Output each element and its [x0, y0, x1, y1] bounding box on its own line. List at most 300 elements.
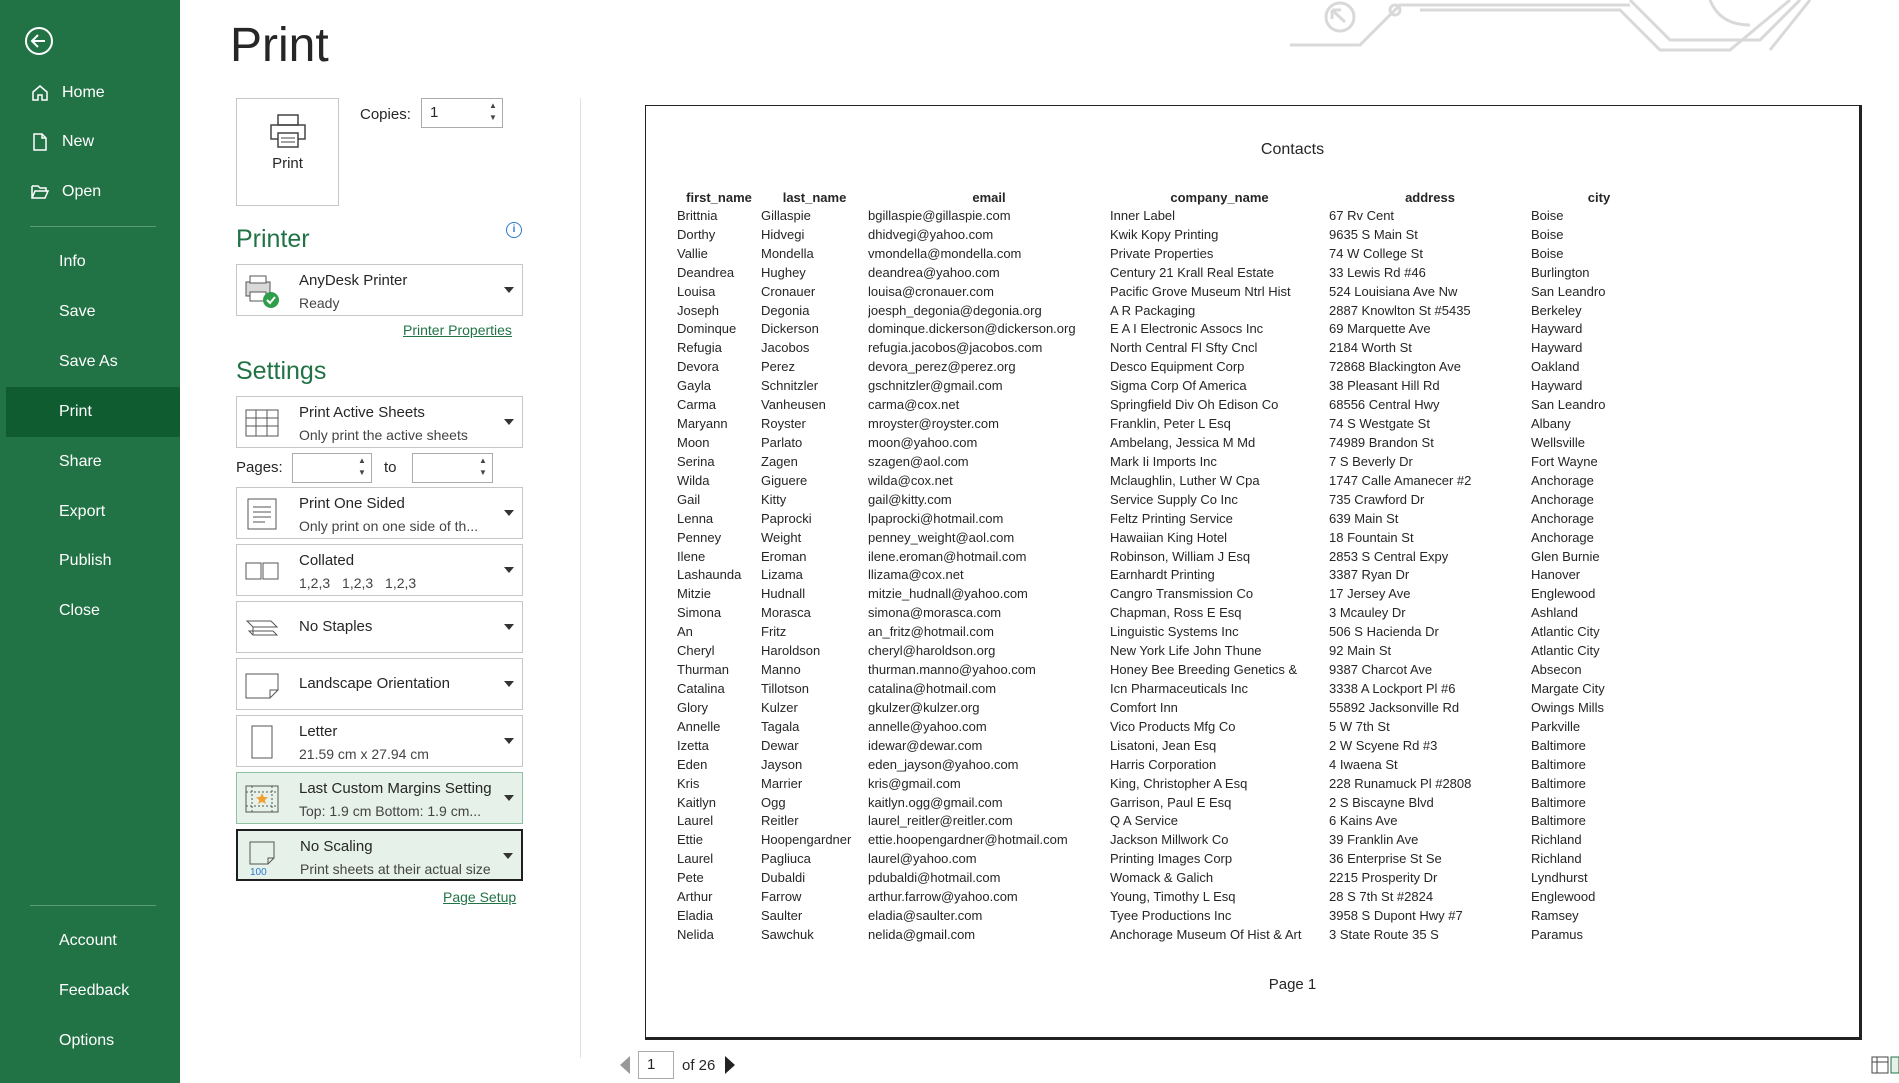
table-cell: Dickerson: [761, 321, 819, 337]
table-cell: Sigma Corp Of America: [1110, 378, 1247, 394]
pages-label: Pages:: [236, 459, 283, 476]
table-cell: Annelle: [677, 718, 721, 734]
show-margins-icon[interactable]: [1870, 1054, 1890, 1076]
column-header-city: city: [1587, 189, 1611, 205]
table-cell: 4 Iwaena St: [1329, 756, 1398, 772]
table-cell: Eden: [677, 756, 708, 772]
table-cell: Glory: [677, 699, 709, 715]
nav-open[interactable]: [6, 167, 180, 217]
back-arrow-icon: [20, 22, 58, 60]
table-row: [677, 622, 1667, 641]
orientation-title: Landscape Orientation: [299, 675, 450, 692]
nav-save[interactable]: [6, 287, 180, 337]
table-cell: Printing Images Corp: [1110, 851, 1233, 867]
preview-table: [677, 188, 1667, 944]
table-cell: Arthur: [677, 889, 713, 905]
print-what-dropdown[interactable]: [236, 396, 523, 448]
nav-home[interactable]: [6, 68, 180, 118]
spinner-arrows-icon[interactable]: ▲ ▼: [479, 456, 487, 477]
table-cell: Margate City: [1531, 681, 1605, 696]
table-cell: An: [677, 624, 693, 640]
panel-divider: [580, 98, 581, 1058]
table-cell: Comfort Inn: [1110, 699, 1178, 715]
column-header-first-name: first_name: [686, 189, 752, 205]
table-cell: 36 Enterprise St Se: [1329, 851, 1442, 867]
table-cell: Royster: [761, 416, 806, 432]
table-cell: Degonia: [761, 302, 810, 318]
table-cell: Hayward: [1531, 321, 1583, 337]
page-navigator: [620, 1050, 735, 1080]
table-cell: Hoopengardner: [761, 832, 852, 848]
table-cell: joesph_degonia@degonia.org: [868, 302, 1042, 318]
table-cell: Giguere: [761, 472, 808, 488]
nav-separator: [30, 226, 156, 227]
copies-value: 1: [430, 104, 439, 121]
open-folder-icon: [28, 181, 52, 203]
nav-save-label: Save: [59, 303, 96, 320]
paper-size-dropdown[interactable]: [236, 715, 523, 767]
zoom-to-page-icon[interactable]: [1890, 1054, 1899, 1076]
table-cell: 9387 Charcot Ave: [1329, 662, 1433, 678]
chevron-down-icon: [504, 419, 514, 425]
table-cell: Joseph: [677, 302, 719, 318]
table-cell: Anchorage: [1531, 472, 1594, 488]
table-cell: vmondella@mondella.com: [868, 245, 1022, 261]
nav-close[interactable]: [6, 586, 180, 636]
table-cell: louisa@cronauer.com: [868, 283, 994, 299]
table-cell: Catalina: [677, 681, 725, 696]
chevron-down-icon: [503, 853, 513, 859]
page-title: Print: [230, 19, 329, 72]
table-cell: Franklin, Peter L Esq: [1110, 416, 1231, 432]
home-icon: [28, 82, 52, 104]
table-row: [677, 376, 1667, 395]
table-cell: Hawaiian King Hotel: [1110, 529, 1228, 545]
table-cell: 2 S Biscayne Blvd: [1329, 794, 1434, 810]
table-cell: Century 21 Krall Real Estate: [1110, 264, 1275, 280]
table-cell: 3 State Route 35 S: [1329, 926, 1439, 942]
table-cell: Earnhardt Printing: [1110, 567, 1215, 583]
paper-size-title: Letter: [299, 723, 338, 740]
table-cell: Owings Mills: [1531, 699, 1604, 715]
table-cell: eden_jayson@yahoo.com: [868, 756, 1019, 772]
preview-page-footer: Page 1: [1268, 976, 1317, 993]
table-cell: Baltimore: [1531, 775, 1586, 791]
table-cell: Gayla: [677, 378, 711, 394]
table-cell: 3958 S Dupont Hwy #7: [1329, 908, 1463, 924]
table-cell: Farrow: [761, 889, 802, 905]
page-setup-link[interactable]: Page Setup: [443, 889, 517, 905]
previous-page-icon[interactable]: [620, 1056, 630, 1074]
landscape-page-icon: [243, 666, 281, 704]
table-cell: Harris Corporation: [1110, 756, 1217, 772]
settings-heading: Settings: [236, 357, 327, 385]
preview-table-body: [677, 206, 1667, 944]
table-cell: Feltz Printing Service: [1110, 510, 1233, 526]
table-cell: 2887 Knowlton St #5435: [1329, 302, 1471, 318]
table-cell: kaitlyn.ogg@gmail.com: [868, 794, 1003, 810]
table-cell: 228 Runamuck Pl #2808: [1329, 775, 1472, 791]
table-cell: Morasca: [761, 605, 811, 621]
table-cell: Mclaughlin, Luther W Cpa: [1110, 472, 1260, 488]
table-cell: Atlantic City: [1531, 624, 1600, 640]
table-cell: gschnitzler@gmail.com: [868, 378, 1003, 394]
table-cell: gail@kitty.com: [868, 491, 952, 507]
table-cell: Richland: [1531, 851, 1582, 867]
table-row: [677, 698, 1667, 717]
table-cell: San Leandro: [1531, 397, 1606, 413]
table-cell: 3 Mcauley Dr: [1329, 605, 1406, 621]
table-cell: 17 Jersey Ave: [1329, 586, 1411, 602]
table-cell: Honey Bee Breeding Genetics &: [1110, 662, 1298, 678]
table-cell: Dominque: [677, 321, 737, 337]
chevron-down-icon: [504, 567, 514, 573]
table-cell: Burlington: [1531, 264, 1590, 280]
table-row: [677, 717, 1667, 736]
table-cell: 69 Marquette Ave: [1329, 321, 1431, 337]
table-cell: cheryl@haroldson.org: [868, 643, 996, 659]
table-cell: Eroman: [761, 548, 807, 564]
table-cell: Parkville: [1531, 718, 1581, 734]
collation-title: Collated: [299, 552, 355, 569]
table-cell: Kaitlyn: [677, 794, 717, 810]
table-cell: Robinson, William J Esq: [1110, 548, 1251, 564]
table-row: [677, 660, 1667, 679]
print-button-label: Print: [272, 155, 303, 172]
table-cell: 735 Crawford Dr: [1329, 491, 1425, 507]
table-cell: North Central Fl Sfty Cncl: [1110, 340, 1258, 356]
table-row: [677, 452, 1667, 471]
staples-dropdown[interactable]: [236, 601, 523, 653]
chevron-down-icon: [504, 287, 514, 293]
table-cell: 3338 A Lockport Pl #6: [1329, 681, 1456, 696]
printer-name: AnyDesk Printer: [299, 272, 408, 289]
table-cell: laurel@yahoo.com: [868, 851, 977, 867]
table-cell: dhidvegi@yahoo.com: [868, 226, 994, 242]
table-cell: Ambelang, Jessica M Md: [1110, 435, 1256, 451]
table-cell: Tyee Productions Inc: [1110, 908, 1232, 924]
table-row: [677, 528, 1667, 547]
table-cell: Ashland: [1531, 605, 1578, 621]
table-row: [677, 603, 1667, 622]
table-cell: 38 Pleasant Hill Rd: [1329, 378, 1440, 394]
no-scaling-icon: [244, 838, 282, 876]
table-row: [677, 584, 1667, 603]
table-cell: King, Christopher A Esq: [1110, 775, 1248, 791]
table-cell: Baltimore: [1531, 813, 1586, 829]
table-row: [677, 282, 1667, 301]
table-cell: Pagliuca: [761, 851, 811, 867]
table-cell: Penney: [677, 529, 722, 545]
nav-print[interactable]: [6, 387, 180, 437]
printer-heading: Printer: [236, 225, 310, 253]
table-cell: mitzie_hudnall@yahoo.com: [868, 586, 1028, 602]
table-cell: Gail: [677, 491, 701, 507]
table-cell: Hayward: [1531, 378, 1583, 394]
table-cell: Zagen: [761, 453, 798, 469]
printer-icon: [268, 113, 308, 149]
table-cell: moon@yahoo.com: [868, 435, 978, 451]
table-cell: eladia@saulter.com: [868, 908, 983, 924]
table-cell: 18 Fountain St: [1329, 529, 1414, 545]
table-cell: 74989 Brandon St: [1329, 435, 1434, 451]
pages-to-input[interactable]: [412, 453, 493, 483]
table-row: [677, 868, 1667, 887]
table-cell: 2184 Worth St: [1329, 340, 1412, 356]
info-icon[interactable]: i: [506, 222, 522, 238]
table-cell: Ogg: [761, 794, 786, 810]
table-cell: 55892 Jacksonville Rd: [1329, 699, 1460, 715]
table-cell: Paramus: [1531, 926, 1584, 942]
table-cell: carma@cox.net: [868, 397, 960, 413]
table-cell: Desco Equipment Corp: [1110, 359, 1245, 375]
table-cell: nelida@gmail.com: [868, 926, 976, 942]
table-cell: A R Packaging: [1110, 302, 1196, 318]
table-cell: idewar@dewar.com: [868, 737, 983, 753]
table-cell: pdubaldi@hotmail.com: [868, 870, 1001, 886]
table-cell: refugia.jacobos@jacobos.com: [868, 340, 1043, 356]
nav-save-as[interactable]: [6, 337, 180, 387]
table-cell: gkulzer@kulzer.org: [868, 699, 980, 715]
next-page-icon[interactable]: [725, 1056, 735, 1074]
table-row: [677, 490, 1667, 509]
table-cell: Oakland: [1531, 359, 1580, 375]
nav-options[interactable]: [6, 1016, 180, 1066]
staple-icon: [243, 609, 281, 647]
table-cell: Schnitzler: [761, 378, 819, 394]
nav-save-as-label: Save As: [59, 353, 118, 370]
table-cell: Fritz: [761, 624, 787, 640]
table-cell: simona@morasca.com: [868, 605, 1002, 621]
table-cell: Vanheusen: [761, 397, 826, 413]
table-cell: Icn Pharmaceuticals Inc: [1110, 681, 1249, 696]
table-cell: Reitler: [761, 813, 799, 829]
table-cell: Chapman, Ross E Esq: [1110, 605, 1242, 621]
table-cell: Jacobos: [761, 340, 810, 356]
table-row: [677, 641, 1667, 660]
margins-subtitle: Top: 1.9 cm Bottom: 1.9 cm...: [299, 803, 482, 819]
table-cell: Louisa: [677, 283, 716, 299]
table-cell: Mitzie: [677, 586, 711, 602]
table-row: [677, 320, 1667, 339]
table-cell: Berkeley: [1531, 302, 1582, 318]
table-cell: Service Supply Co Inc: [1110, 491, 1238, 507]
table-cell: annelle@yahoo.com: [868, 718, 987, 734]
table-cell: Baltimore: [1531, 737, 1586, 753]
total-pages-label: of 26: [682, 1056, 716, 1074]
spinner-arrows-icon[interactable]: ▲ ▼: [489, 101, 497, 122]
table-cell: Laurel: [677, 813, 714, 829]
printer-dropdown[interactable]: [236, 264, 523, 316]
collation-subtitle: 1,2,3 1,2,3 1,2,3: [299, 575, 417, 591]
table-cell: 524 Louisiana Ave Nw: [1329, 283, 1458, 299]
table-row: [677, 887, 1667, 906]
table-cell: Moon: [677, 435, 710, 451]
copies-label: Copies:: [360, 106, 411, 123]
table-cell: 67 Rv Cent: [1329, 207, 1395, 223]
table-cell: ettie.hoopengardner@hotmail.com: [868, 832, 1068, 848]
table-cell: Refugia: [677, 340, 722, 356]
table-row: [677, 812, 1667, 831]
table-cell: Baltimore: [1531, 756, 1586, 772]
chevron-down-icon: [504, 681, 514, 687]
margins-title: Last Custom Margins Setting: [299, 780, 492, 797]
table-cell: Deandrea: [677, 264, 735, 280]
table-cell: Eladia: [677, 908, 714, 924]
table-row: [677, 736, 1667, 755]
sheet-grid-icon: [243, 404, 281, 442]
table-cell: Simona: [677, 605, 722, 621]
table-cell: 1747 Calle Amanecer #2: [1329, 472, 1472, 488]
pages-from-input[interactable]: [292, 453, 372, 483]
table-cell: 92 Main St: [1329, 643, 1392, 659]
table-cell: Kwik Kopy Printing: [1110, 226, 1219, 242]
table-cell: arthur.farrow@yahoo.com: [868, 889, 1018, 905]
chevron-down-icon: [504, 795, 514, 801]
column-header-last-name: last_name: [782, 189, 847, 205]
table-cell: Hanover: [1531, 567, 1581, 583]
table-cell: Dubaldi: [761, 870, 806, 886]
table-row: [677, 566, 1667, 585]
table-cell: Hudnall: [761, 586, 806, 602]
table-cell: Mark Ii Imports Inc: [1110, 453, 1217, 469]
letter-page-icon: [243, 723, 281, 761]
nav-feedback[interactable]: [6, 966, 180, 1016]
table-cell: wilda@cox.net: [868, 472, 953, 488]
table-cell: Ettie: [677, 832, 704, 848]
column-header-address: address: [1405, 189, 1455, 205]
collated-pages-icon: [243, 552, 281, 590]
table-row: [677, 263, 1667, 282]
table-row: [677, 830, 1667, 849]
table-cell: 39 Franklin Ave: [1329, 832, 1419, 848]
nav-account[interactable]: [6, 916, 180, 966]
table-cell: Lenna: [677, 510, 714, 526]
printer-ready-icon: [243, 272, 281, 310]
table-row: [677, 755, 1667, 774]
backstage-sidebar: [0, 0, 180, 1083]
scaling-dropdown[interactable]: [236, 829, 523, 881]
table-cell: Paprocki: [761, 510, 812, 526]
table-cell: Cronauer: [761, 283, 816, 299]
nav-new[interactable]: [6, 117, 180, 167]
table-cell: Gillaspie: [761, 207, 811, 223]
staples-title: No Staples: [299, 618, 373, 635]
nav-info-label: Info: [59, 253, 86, 270]
svg-text:100: 100: [250, 867, 267, 876]
printer-properties-link[interactable]: Printer Properties: [403, 322, 512, 338]
printer-status: Ready: [299, 295, 340, 311]
nav-share[interactable]: [6, 437, 180, 487]
table-cell: Anchorage: [1531, 510, 1594, 526]
table-cell: Richland: [1531, 832, 1582, 848]
table-cell: szagen@aol.com: [868, 453, 969, 469]
nav-export-label: Export: [59, 503, 106, 520]
print-what-title: Print Active Sheets: [299, 404, 425, 421]
table-cell: Boise: [1531, 245, 1564, 261]
pages-to-label: to: [384, 459, 397, 476]
table-cell: Ilene: [677, 548, 706, 564]
back-button[interactable]: [20, 22, 58, 60]
nav-share-label: Share: [59, 453, 102, 470]
table-cell: Lashaunda: [677, 567, 742, 583]
table-cell: Englewood: [1531, 889, 1596, 905]
table-cell: Tagala: [761, 718, 800, 734]
circuit-decoration: [1290, 0, 1899, 60]
table-cell: kris@gmail.com: [868, 775, 961, 791]
table-cell: Thurman: [677, 662, 730, 678]
nav-close-label: Close: [59, 602, 100, 619]
preview-header-row: [677, 188, 1667, 206]
table-cell: Weight: [761, 529, 802, 545]
print-button[interactable]: [236, 98, 339, 206]
chevron-down-icon: [504, 738, 514, 744]
table-cell: Boise: [1531, 207, 1564, 223]
table-cell: Lyndhurst: [1531, 870, 1588, 886]
table-cell: Kitty: [761, 491, 787, 507]
margins-dropdown[interactable]: [236, 772, 523, 824]
table-cell: Serina: [677, 453, 715, 469]
nav-publish[interactable]: [6, 536, 180, 586]
sides-dropdown[interactable]: [236, 487, 523, 539]
table-cell: 74 S Westgate St: [1329, 416, 1430, 432]
table-cell: Kris: [677, 775, 700, 791]
nav-feedback-label: Feedback: [59, 982, 130, 999]
spinner-arrows-icon[interactable]: ▲ ▼: [358, 456, 366, 477]
table-cell: 7 S Beverly Dr: [1329, 453, 1413, 469]
table-row: [677, 679, 1667, 698]
one-sided-page-icon: [243, 495, 281, 533]
table-cell: Glen Burnie: [1531, 548, 1600, 564]
table-cell: laurel_reitler@reitler.com: [868, 813, 1013, 829]
orientation-dropdown[interactable]: [236, 658, 523, 710]
table-cell: Tillotson: [761, 681, 809, 696]
table-cell: Inner Label: [1110, 207, 1176, 223]
table-cell: Manno: [761, 662, 801, 678]
table-cell: 5 W 7th St: [1329, 718, 1390, 734]
sides-title: Print One Sided: [299, 495, 405, 512]
table-cell: 6 Kains Ave: [1329, 813, 1398, 829]
table-cell: Womack & Galich: [1110, 870, 1214, 886]
table-cell: thurman.manno@yahoo.com: [868, 662, 1036, 678]
copies-spinner[interactable]: [421, 98, 503, 128]
table-cell: dominque.dickerson@dickerson.org: [868, 321, 1076, 337]
table-cell: Jayson: [761, 756, 803, 772]
table-cell: Hidvegi: [761, 226, 805, 242]
table-cell: Sawchuk: [761, 926, 814, 942]
table-cell: Fort Wayne: [1531, 453, 1598, 469]
print-preview-page: [645, 105, 1862, 1040]
nav-export[interactable]: [6, 487, 180, 537]
table-cell: Dorthy: [677, 226, 716, 242]
nav-print-label: Print: [59, 403, 92, 420]
table-cell: 639 Main St: [1329, 510, 1399, 526]
table-cell: Mondella: [761, 245, 814, 261]
column-header-email: email: [972, 189, 1006, 205]
current-page-input[interactable]: 1: [638, 1051, 674, 1079]
table-cell: Cangro Transmission Co: [1110, 586, 1254, 602]
table-cell: Anchorage Museum Of Hist & Art: [1110, 926, 1302, 942]
nav-info[interactable]: [6, 237, 180, 287]
table-cell: Dewar: [761, 737, 799, 753]
table-cell: catalina@hotmail.com: [868, 681, 997, 696]
table-cell: Vallie: [677, 245, 708, 261]
table-cell: an_fritz@hotmail.com: [868, 624, 994, 640]
table-cell: Linguistic Systems Inc: [1110, 624, 1239, 640]
collation-dropdown[interactable]: [236, 544, 523, 596]
column-header-company-name: company_name: [1170, 189, 1269, 205]
custom-margins-icon: [243, 780, 281, 818]
